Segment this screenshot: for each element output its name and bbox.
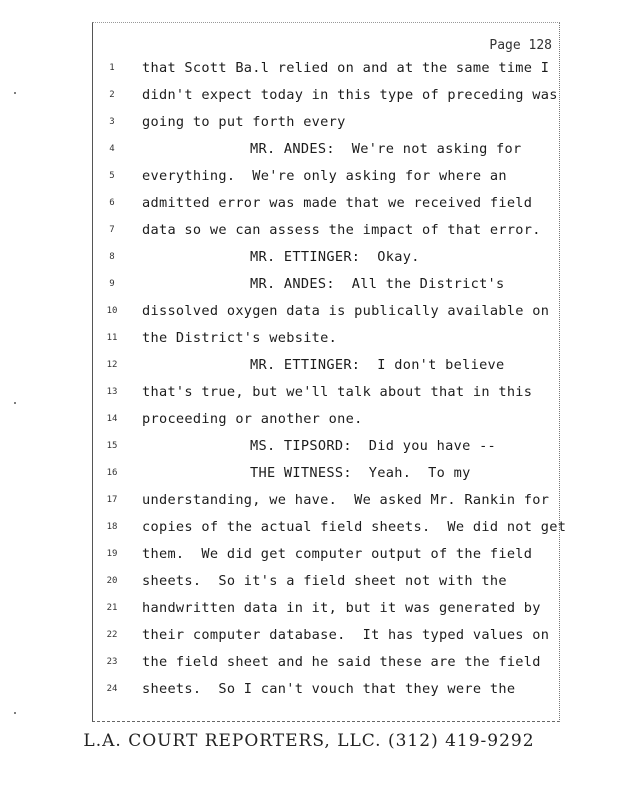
line-number: 15 xyxy=(106,441,118,451)
transcript-line xyxy=(0,168,618,188)
transcript-line xyxy=(0,60,618,80)
transcript-line xyxy=(0,411,618,431)
scan-speck xyxy=(14,92,16,94)
line-text: that's true, but we'll talk about that in this xyxy=(142,384,533,400)
line-number: 17 xyxy=(106,495,118,505)
line-number: 2 xyxy=(109,90,115,100)
transcript-line xyxy=(0,492,618,512)
line-text: data so we can assess the impact of that error. xyxy=(142,222,541,238)
transcript-line xyxy=(0,546,618,566)
line-number: 14 xyxy=(106,414,118,424)
line-text: proceeding or another one. xyxy=(142,411,363,427)
court-reporter-footer: L.A. COURT REPORTERS, LLC. (312) 419-9292 xyxy=(83,731,535,751)
transcript-line xyxy=(0,384,618,404)
line-text: sheets. So it's a field sheet not with the xyxy=(142,573,507,589)
line-number: 1 xyxy=(109,63,115,73)
line-number: 20 xyxy=(106,576,118,586)
transcript-line xyxy=(0,627,618,647)
line-number: 9 xyxy=(109,279,115,289)
line-number: 16 xyxy=(106,468,118,478)
line-number: 21 xyxy=(106,603,118,613)
line-number: 10 xyxy=(106,306,118,316)
line-number: 11 xyxy=(106,333,118,343)
line-number: 8 xyxy=(109,252,115,262)
line-number: 3 xyxy=(109,117,115,127)
line-text: MR. ETTINGER: I don't believe xyxy=(250,357,505,373)
line-text: their computer database. It has typed values on xyxy=(142,627,550,643)
transcript-line xyxy=(0,465,618,485)
line-number: 12 xyxy=(106,360,118,370)
line-number: 13 xyxy=(106,387,118,397)
transcript-line xyxy=(0,222,618,242)
line-text: going to put forth every xyxy=(142,114,346,130)
line-text: copies of the actual field sheets. We did not get xyxy=(142,519,567,535)
transcript-line xyxy=(0,519,618,539)
line-number: 18 xyxy=(106,522,118,532)
line-text: MR. ANDES: All the District's xyxy=(250,276,505,292)
transcript-line xyxy=(0,303,618,323)
transcript-line xyxy=(0,249,618,269)
transcript-line xyxy=(0,330,618,350)
transcript-line xyxy=(0,276,618,296)
transcript-line xyxy=(0,438,618,458)
line-text: admitted error was made that we received field xyxy=(142,195,533,211)
transcript-line xyxy=(0,681,618,701)
line-number: 24 xyxy=(106,684,118,694)
line-number: 23 xyxy=(106,657,118,667)
scan-speck xyxy=(14,402,16,404)
transcript-line xyxy=(0,600,618,620)
transcript-line xyxy=(0,357,618,377)
line-text: sheets. So I can't vouch that they were the xyxy=(142,681,516,697)
page-number: Page 128 xyxy=(489,38,552,53)
line-text: didn't expect today in this type of preceding was xyxy=(142,87,558,103)
line-text: MR. ETTINGER: Okay. xyxy=(250,249,420,265)
line-text: handwritten data in it, but it was generated by xyxy=(142,600,541,616)
transcript-line xyxy=(0,654,618,674)
line-text: them. We did get computer output of the field xyxy=(142,546,533,562)
line-text: understanding, we have. We asked Mr. Rankin for xyxy=(142,492,550,508)
line-text: MR. ANDES: We're not asking for xyxy=(250,141,522,157)
line-text: MS. TIPSORD: Did you have -- xyxy=(250,438,497,454)
transcript-line xyxy=(0,195,618,215)
line-text: THE WITNESS: Yeah. To my xyxy=(250,465,471,481)
transcript-line xyxy=(0,87,618,107)
line-number: 6 xyxy=(109,198,115,208)
line-text: that Scott Ba.l relied on and at the same time I xyxy=(142,60,550,76)
line-number: 19 xyxy=(106,549,118,559)
line-text: the field sheet and he said these are the field xyxy=(142,654,541,670)
line-number: 4 xyxy=(109,144,115,154)
line-text: everything. We're only asking for where an xyxy=(142,168,507,184)
line-text: the District's website. xyxy=(142,330,338,346)
line-number: 22 xyxy=(106,630,118,640)
line-text: dissolved oxygen data is publically available on xyxy=(142,303,550,319)
line-number: 7 xyxy=(109,225,115,235)
line-number: 5 xyxy=(109,171,115,181)
transcript-line xyxy=(0,141,618,161)
scan-speck xyxy=(14,712,16,714)
transcript-line xyxy=(0,114,618,134)
transcript-line xyxy=(0,573,618,593)
